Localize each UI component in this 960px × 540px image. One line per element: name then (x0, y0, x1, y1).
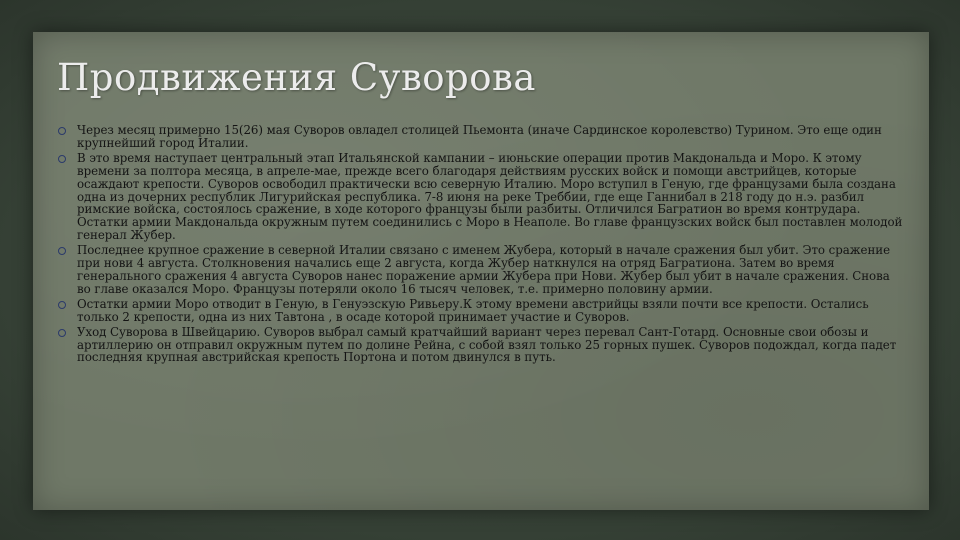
bullet-circle-icon (58, 155, 66, 163)
bullet-item (55, 298, 907, 324)
bullet-item (55, 152, 907, 242)
slide-title: Продвижения Суворова (57, 56, 536, 99)
bullet-text: Через месяц примерно 15(26) мая Суворов овладел столицей Пьемонта (иначе Сардинское королевство) Турином. Это еще один крупнейший город Италии. (77, 123, 882, 150)
bullet-text: В это время наступает центральный этап Итальянской кампании – июньские операции против Макдональда и Моро. К этому времени за полтора месяца, в апреле-мае, прежде всего благодаря действиям русских войск и помощи австрийцев, которые осаждают крепости. Суворов освободил практически всю северную Италию. Моро вступил в Геную, где французами была создана одна из дочерних республик Лигурийская республика. 7-8 июня на реке Треббии, где еще Ганнибал в 218 году до н.э. разбил римские войска, состоялось сражение, в ходе которого французы были разбиты. Отличился Багратион во время контрудара. Остатки армии Макдональда окружным путем соединились с Моро в Неаполе. Во главе французских войск был поставлен молодой генерал Жубер. (77, 150, 903, 243)
bullet-item (55, 244, 907, 296)
bullet-circle-icon (58, 301, 66, 309)
bullet-text: Уход Суворова в Швейцарию. Суворов выбрал самый кратчайший вариант через перевал Сант-Готард. Основные свои обозы и артиллерию он отправил окружным путем по долине Рейна, с собой взял только 25 горных пушек. Суворов подождал, когда падет последняя крупная австрийская крепость Портона и потом двинулся в путь. (77, 324, 897, 365)
bullet-item (55, 124, 907, 150)
bullet-circle-icon (58, 127, 66, 135)
bullet-circle-icon (58, 247, 66, 255)
bullet-text: Последнее крупное сражение в северной Италии связано с именем Жубера, который в начале сражения был убит. Это сражение при нови 4 августа. Столкновения начались еще 2 августа, когда Жубер наткнулся на отряд Багратиона. Затем во время генерального сражения 4 августа Суворов нанес поражение армии Жубера при Нови. Жубер был убит в начале сражения. Снова во главе оказался Моро. Французы потеряли около 16 тысяч человек, т.е. примерно половину армии. (77, 243, 890, 296)
bullet-list (55, 124, 907, 366)
bullet-item (55, 326, 907, 365)
bullet-text: Остатки армии Моро отводит в Геную, в Генуэзскую Ривьеру.К этому времени австрийцы взяли почти все крепости. Остались только 2 крепости, одна из них Тавтона , в осаде которой принимает участие и Суворов. (77, 296, 869, 324)
bullet-circle-icon (58, 329, 66, 337)
